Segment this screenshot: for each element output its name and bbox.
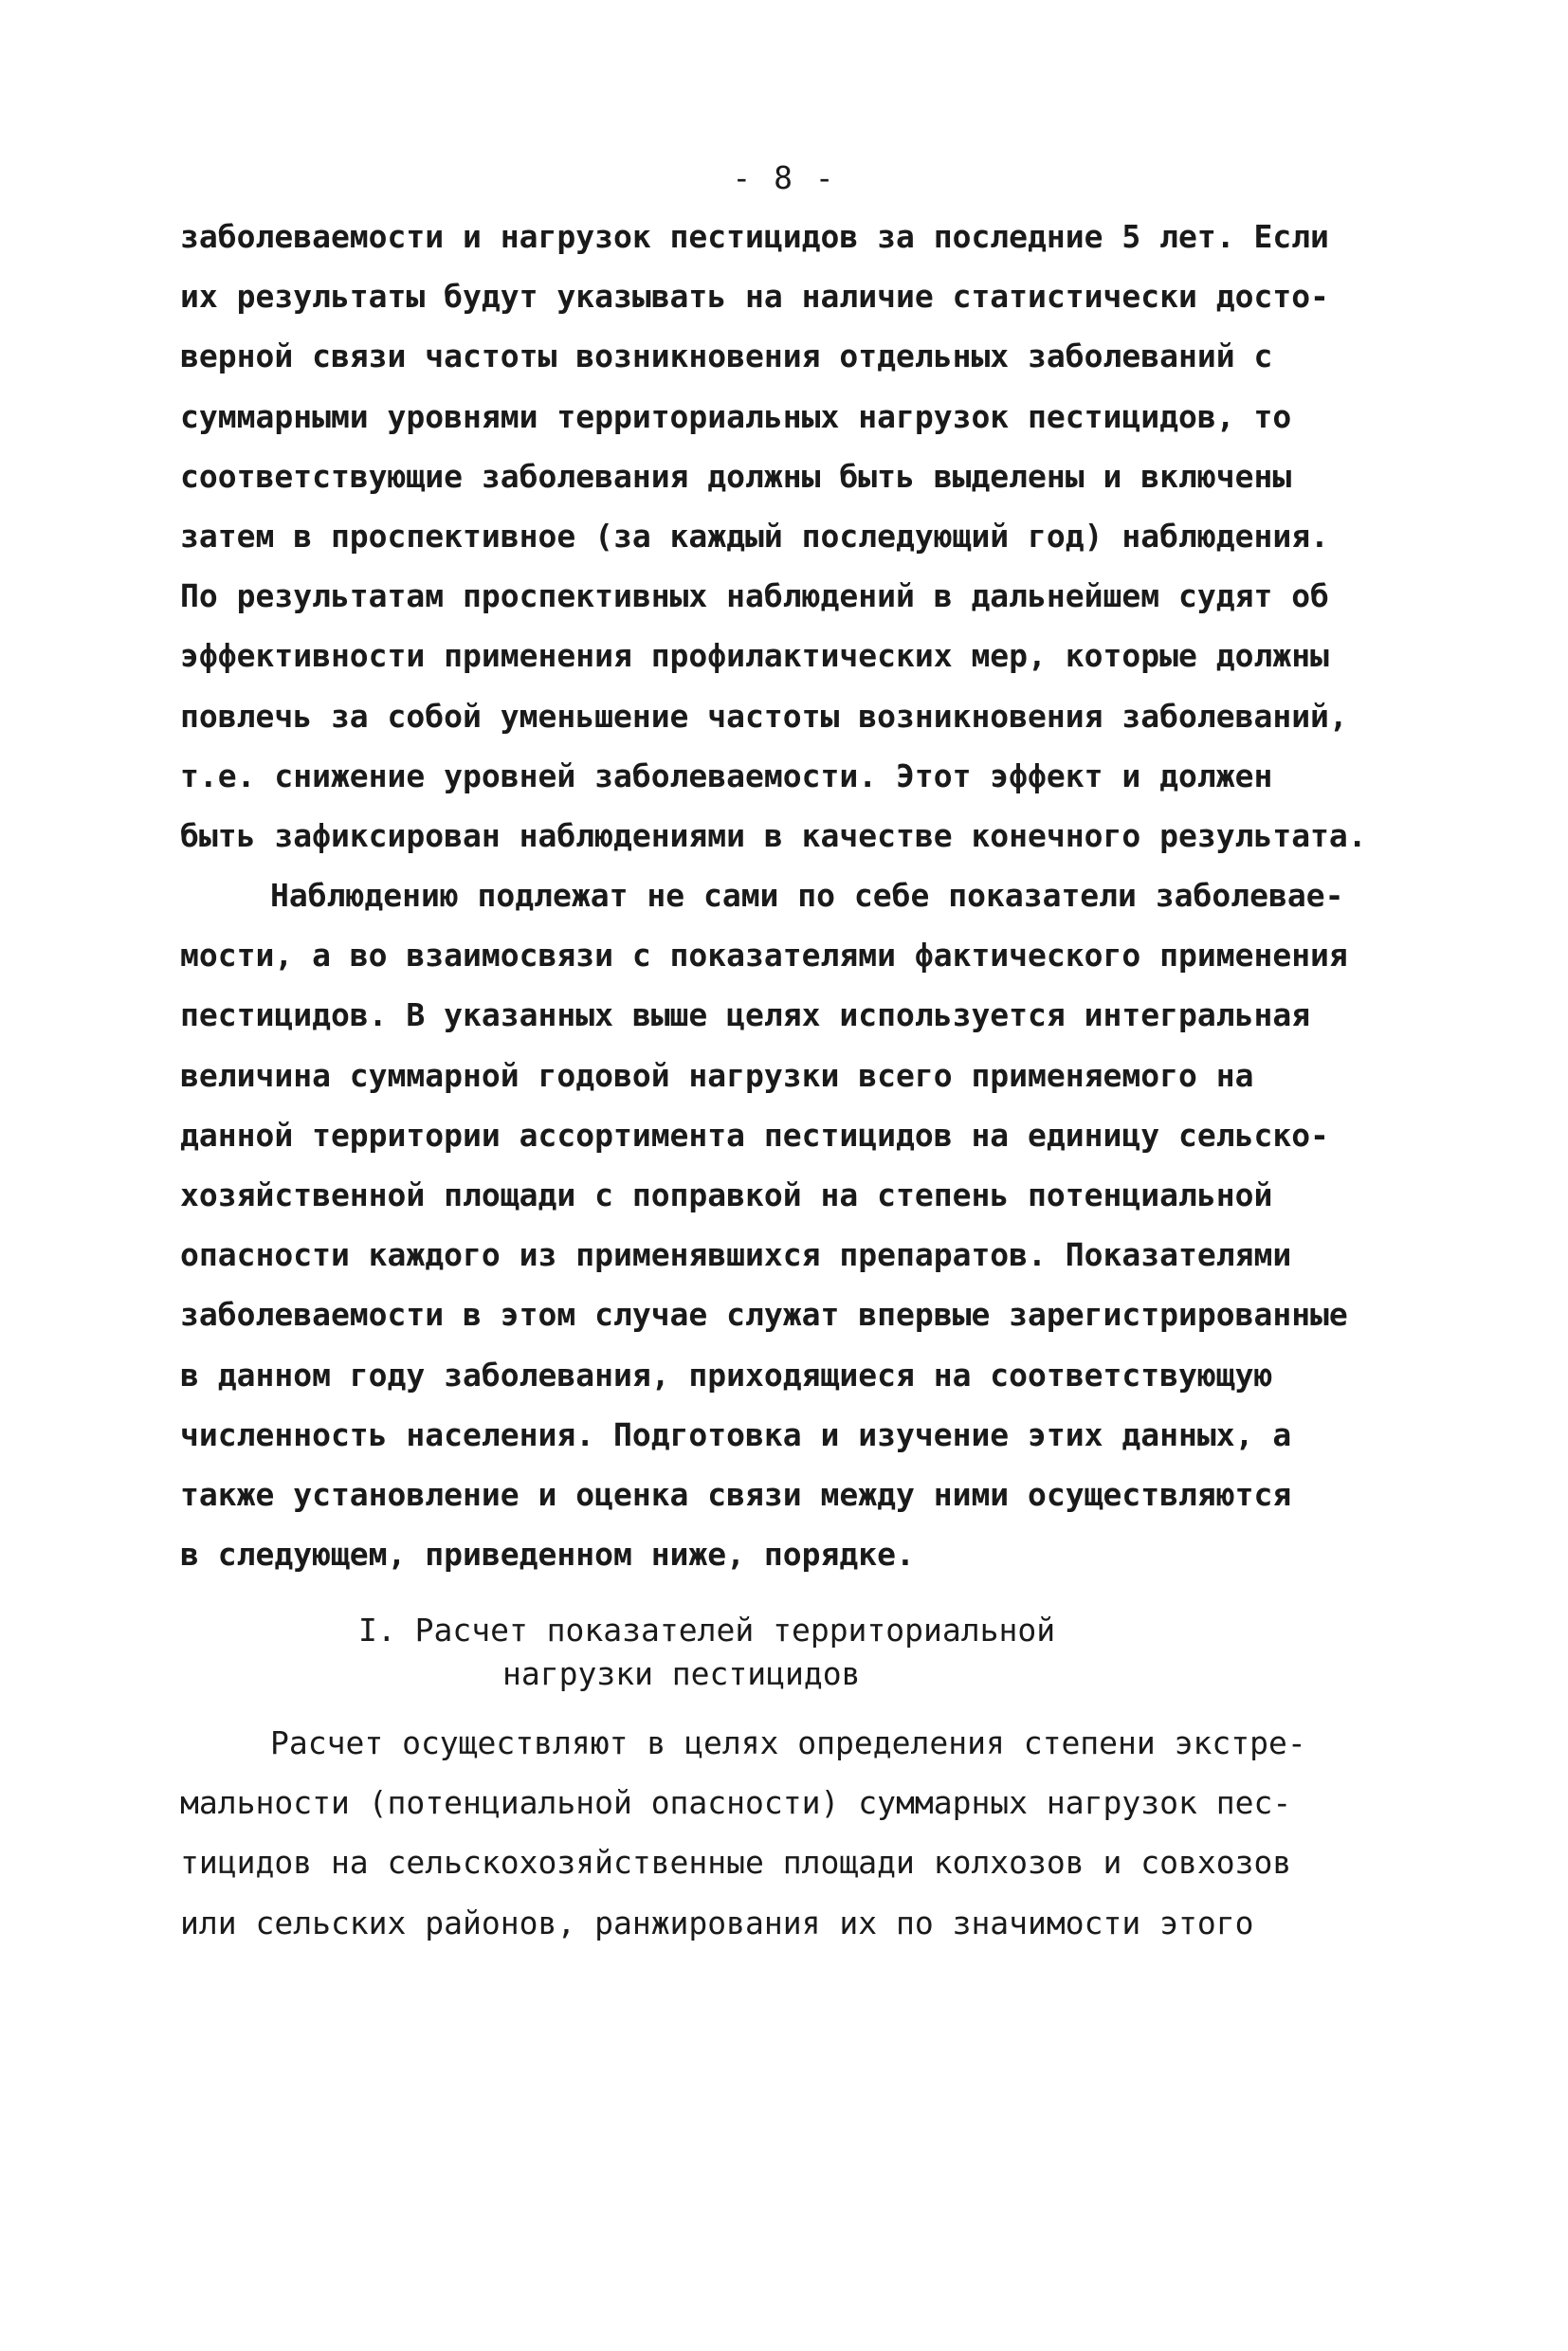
- text-line: численность населения. Подготовка и изучение этих данных, а: [180, 1415, 1292, 1453]
- text-line: суммарными уровнями территориальных нагрузок пестицидов, то: [180, 397, 1292, 435]
- text-line: По результатам проспективных наблюдений в дальнейшем судят об: [180, 577, 1329, 615]
- text-line: быть зафиксирован наблюдениями в качестве конечного результата.: [180, 816, 1367, 854]
- text-line: заболеваемости и нагрузок пестицидов за последние 5 лет. Если: [180, 218, 1329, 255]
- text-line: пестицидов. В указанных выше целях используется интегральная: [180, 996, 1311, 1034]
- text-line: Расчет осуществляют в целях определения степени экстре-: [270, 1724, 1306, 1761]
- paragraph-2: [180, 866, 1346, 1584]
- text-line: в данном году заболевания, приходящиеся на соответствующую: [180, 1356, 1273, 1394]
- text-line: соответствующие заболевания должны быть выделены и включены: [180, 457, 1292, 495]
- text-line: или сельских районов, ранжирования их по значимости этого: [180, 1904, 1254, 1941]
- text-line: затем в проспективное (за каждый последующий год) наблюдения.: [180, 517, 1329, 555]
- text-line: опасности каждого из применявшихся препаратов. Показателями: [180, 1236, 1292, 1274]
- page-number: - 8 -: [732, 159, 836, 196]
- section-heading-line-1: I. Расчет показателей территориальной: [358, 1612, 1056, 1649]
- section-heading-line-2: нагрузки пестицидов: [502, 1655, 861, 1692]
- section-heading: [0, 1609, 1568, 1696]
- text-line: в следующем, приведенном ниже, порядке.: [180, 1536, 915, 1574]
- text-line: также установление и оценка связи между ними осуществляются: [180, 1475, 1292, 1513]
- paragraph-3: [180, 1713, 1346, 1953]
- text-line: эффективности применения профилактических мер, которые должны: [180, 637, 1329, 675]
- text-line: данной территории ассортимента пестицидов на единицу сельско-: [180, 1116, 1329, 1154]
- text-line: мости, а во взаимосвязи с показателями фактического применения: [180, 937, 1348, 975]
- text-line: мальности (потенциальной опасности) суммарных нагрузок пес-: [180, 1784, 1292, 1822]
- text-line: верной связи частоты возникновения отдельных заболеваний с: [180, 337, 1273, 375]
- text-line: тицидов на сельскохозяйственные площади колхозов и совхозов: [180, 1844, 1292, 1882]
- paragraph-1: [180, 207, 1367, 866]
- text-line: Наблюдению подлежат не сами по себе показатели заболевае-: [270, 877, 1344, 914]
- text-line: хозяйственной площади с поправкой на степень потенциальной: [180, 1176, 1273, 1213]
- text-line: заболеваемости в этом случае служат впервые зарегистрированные: [180, 1296, 1348, 1334]
- text-line: их результаты будут указывать на наличие статистически досто-: [180, 278, 1329, 316]
- text-line: величина суммарной годовой нагрузки всего применяемого на: [180, 1056, 1254, 1094]
- text-line: т.е. снижение уровней заболеваемости. Этот эффект и должен: [180, 756, 1273, 794]
- text-line: повлечь за собой уменьшение частоты возникновения заболеваний,: [180, 697, 1348, 735]
